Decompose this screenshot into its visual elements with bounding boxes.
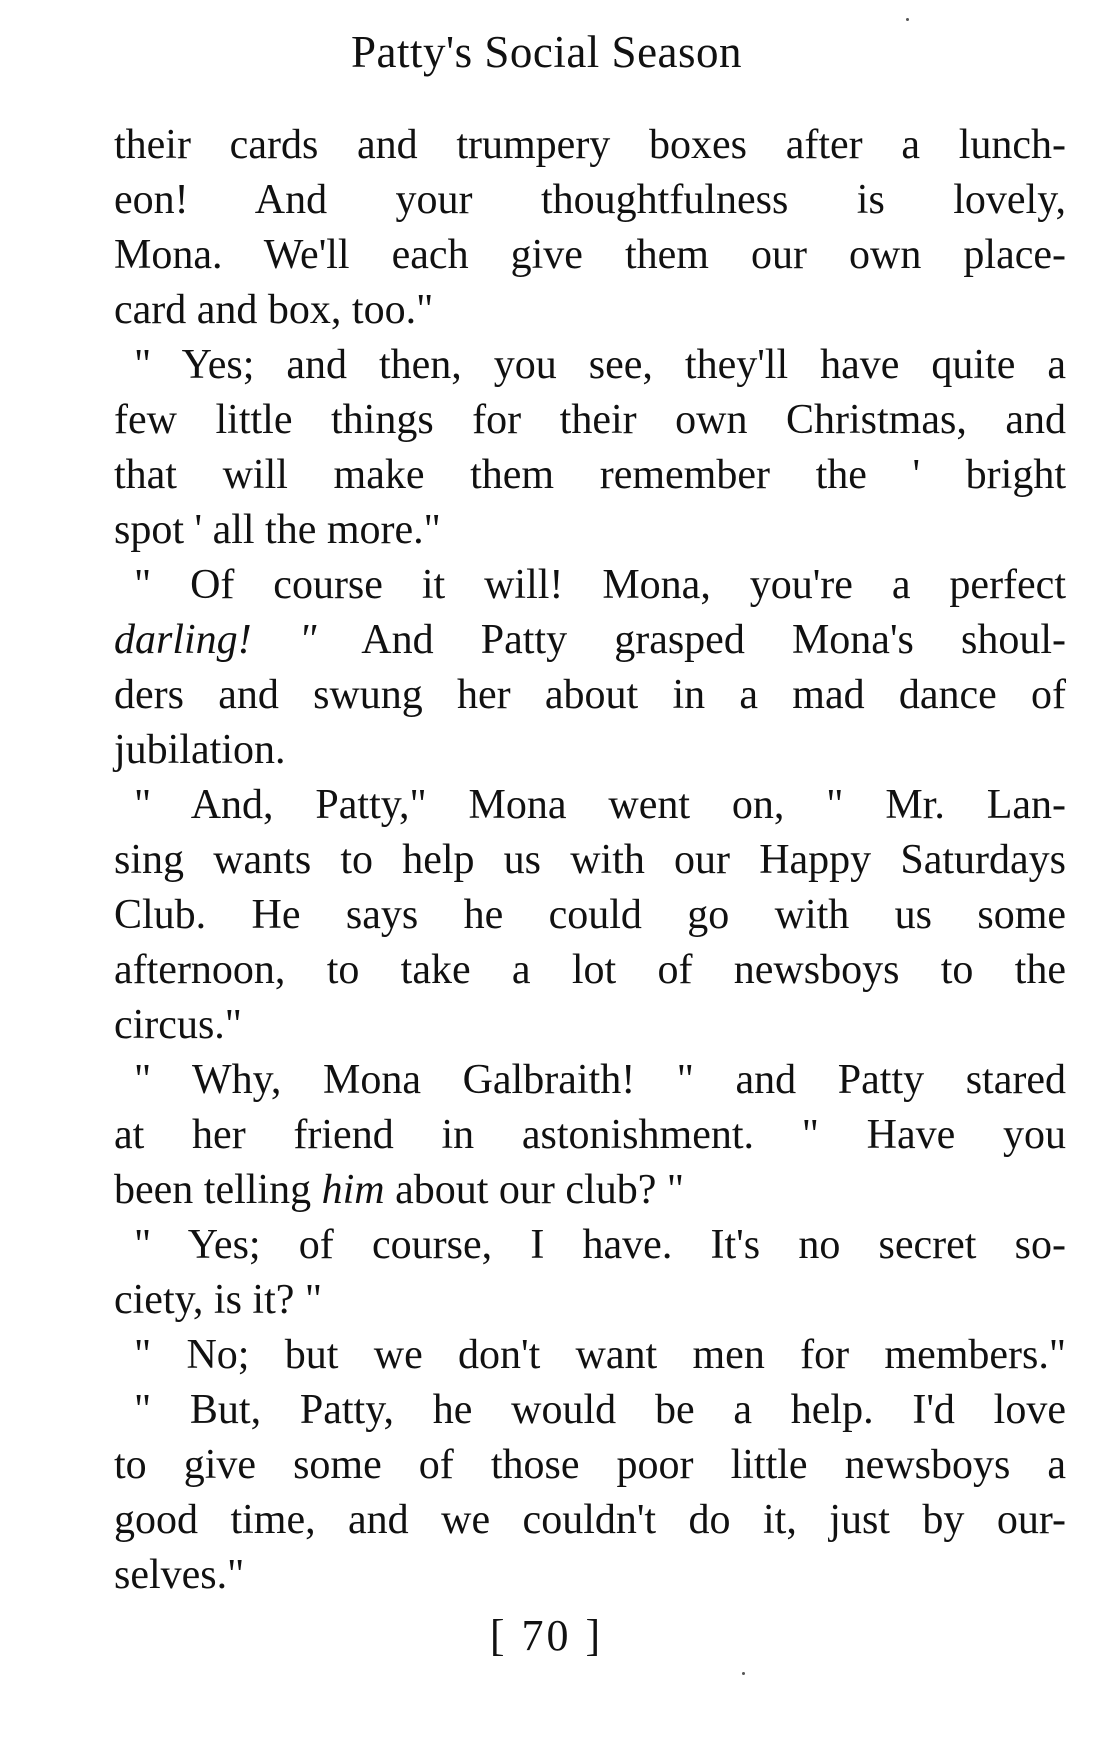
- text-line: " But, Patty, he would be a help. I'd love: [134, 1387, 1066, 1433]
- text-line: Club. He says he could go with us some: [114, 892, 1066, 938]
- text-line: jubilation.: [114, 727, 286, 773]
- text-line: sing wants to help us with our Happy Saturdays: [114, 837, 1066, 883]
- text-line: few little things for their own Christmas, and: [114, 397, 1066, 443]
- text-line: ciety, is it? ": [114, 1277, 323, 1323]
- italic-span: him: [321, 1167, 385, 1213]
- text-line: selves.": [114, 1552, 245, 1598]
- paper-speck: [742, 1672, 745, 1675]
- text-line: " Of course it will! Mona, you're a perfect: [134, 562, 1066, 608]
- text-line: at her friend in astonishment. " Have you: [114, 1112, 1066, 1158]
- text-line: " No; but we don't want men for members.": [134, 1332, 1066, 1378]
- text-line: afternoon, to take a lot of newsboys to the: [114, 947, 1066, 993]
- text-line: circus.": [114, 1002, 242, 1048]
- italic-span: darling! ": [114, 617, 317, 663]
- body-text: [114, 118, 1066, 1603]
- text-span: And Patty grasped Mona's shoul-: [316, 617, 1066, 663]
- text-line: [114, 613, 1066, 668]
- text-line: their cards and trumpery boxes after a lunch-: [114, 122, 1066, 168]
- text-line: " Yes; of course, I have. It's no secret so-: [134, 1222, 1066, 1268]
- text-line: " Yes; and then, you see, they'll have quite a: [134, 342, 1066, 388]
- text-line: spot ' all the more.": [114, 507, 441, 553]
- text-line: good time, and we couldn't do it, just by our-: [114, 1497, 1066, 1543]
- text-span: about our club? ": [384, 1167, 685, 1213]
- text-line: Mona. We'll each give them our own place-: [114, 232, 1066, 278]
- text-line: card and box, too.": [114, 287, 434, 333]
- text-line: [114, 1163, 1066, 1218]
- page-number: [ 70 ]: [489, 1611, 604, 1660]
- paper-speck: [906, 18, 909, 21]
- text-line: ders and swung her about in a mad dance of: [114, 672, 1066, 718]
- text-line: " And, Patty," Mona went on, " Mr. Lan-: [134, 782, 1066, 828]
- text-line: " Why, Mona Galbraith! " and Patty stared: [134, 1057, 1066, 1103]
- running-head: Patty's Social Season: [350, 27, 743, 77]
- text-line: to give some of those poor little newsboys a: [114, 1442, 1066, 1488]
- text-span: been telling: [114, 1167, 322, 1213]
- text-line: eon! And your thoughtfulness is lovely,: [114, 177, 1066, 223]
- text-line: that will make them remember the ' bright: [114, 452, 1066, 498]
